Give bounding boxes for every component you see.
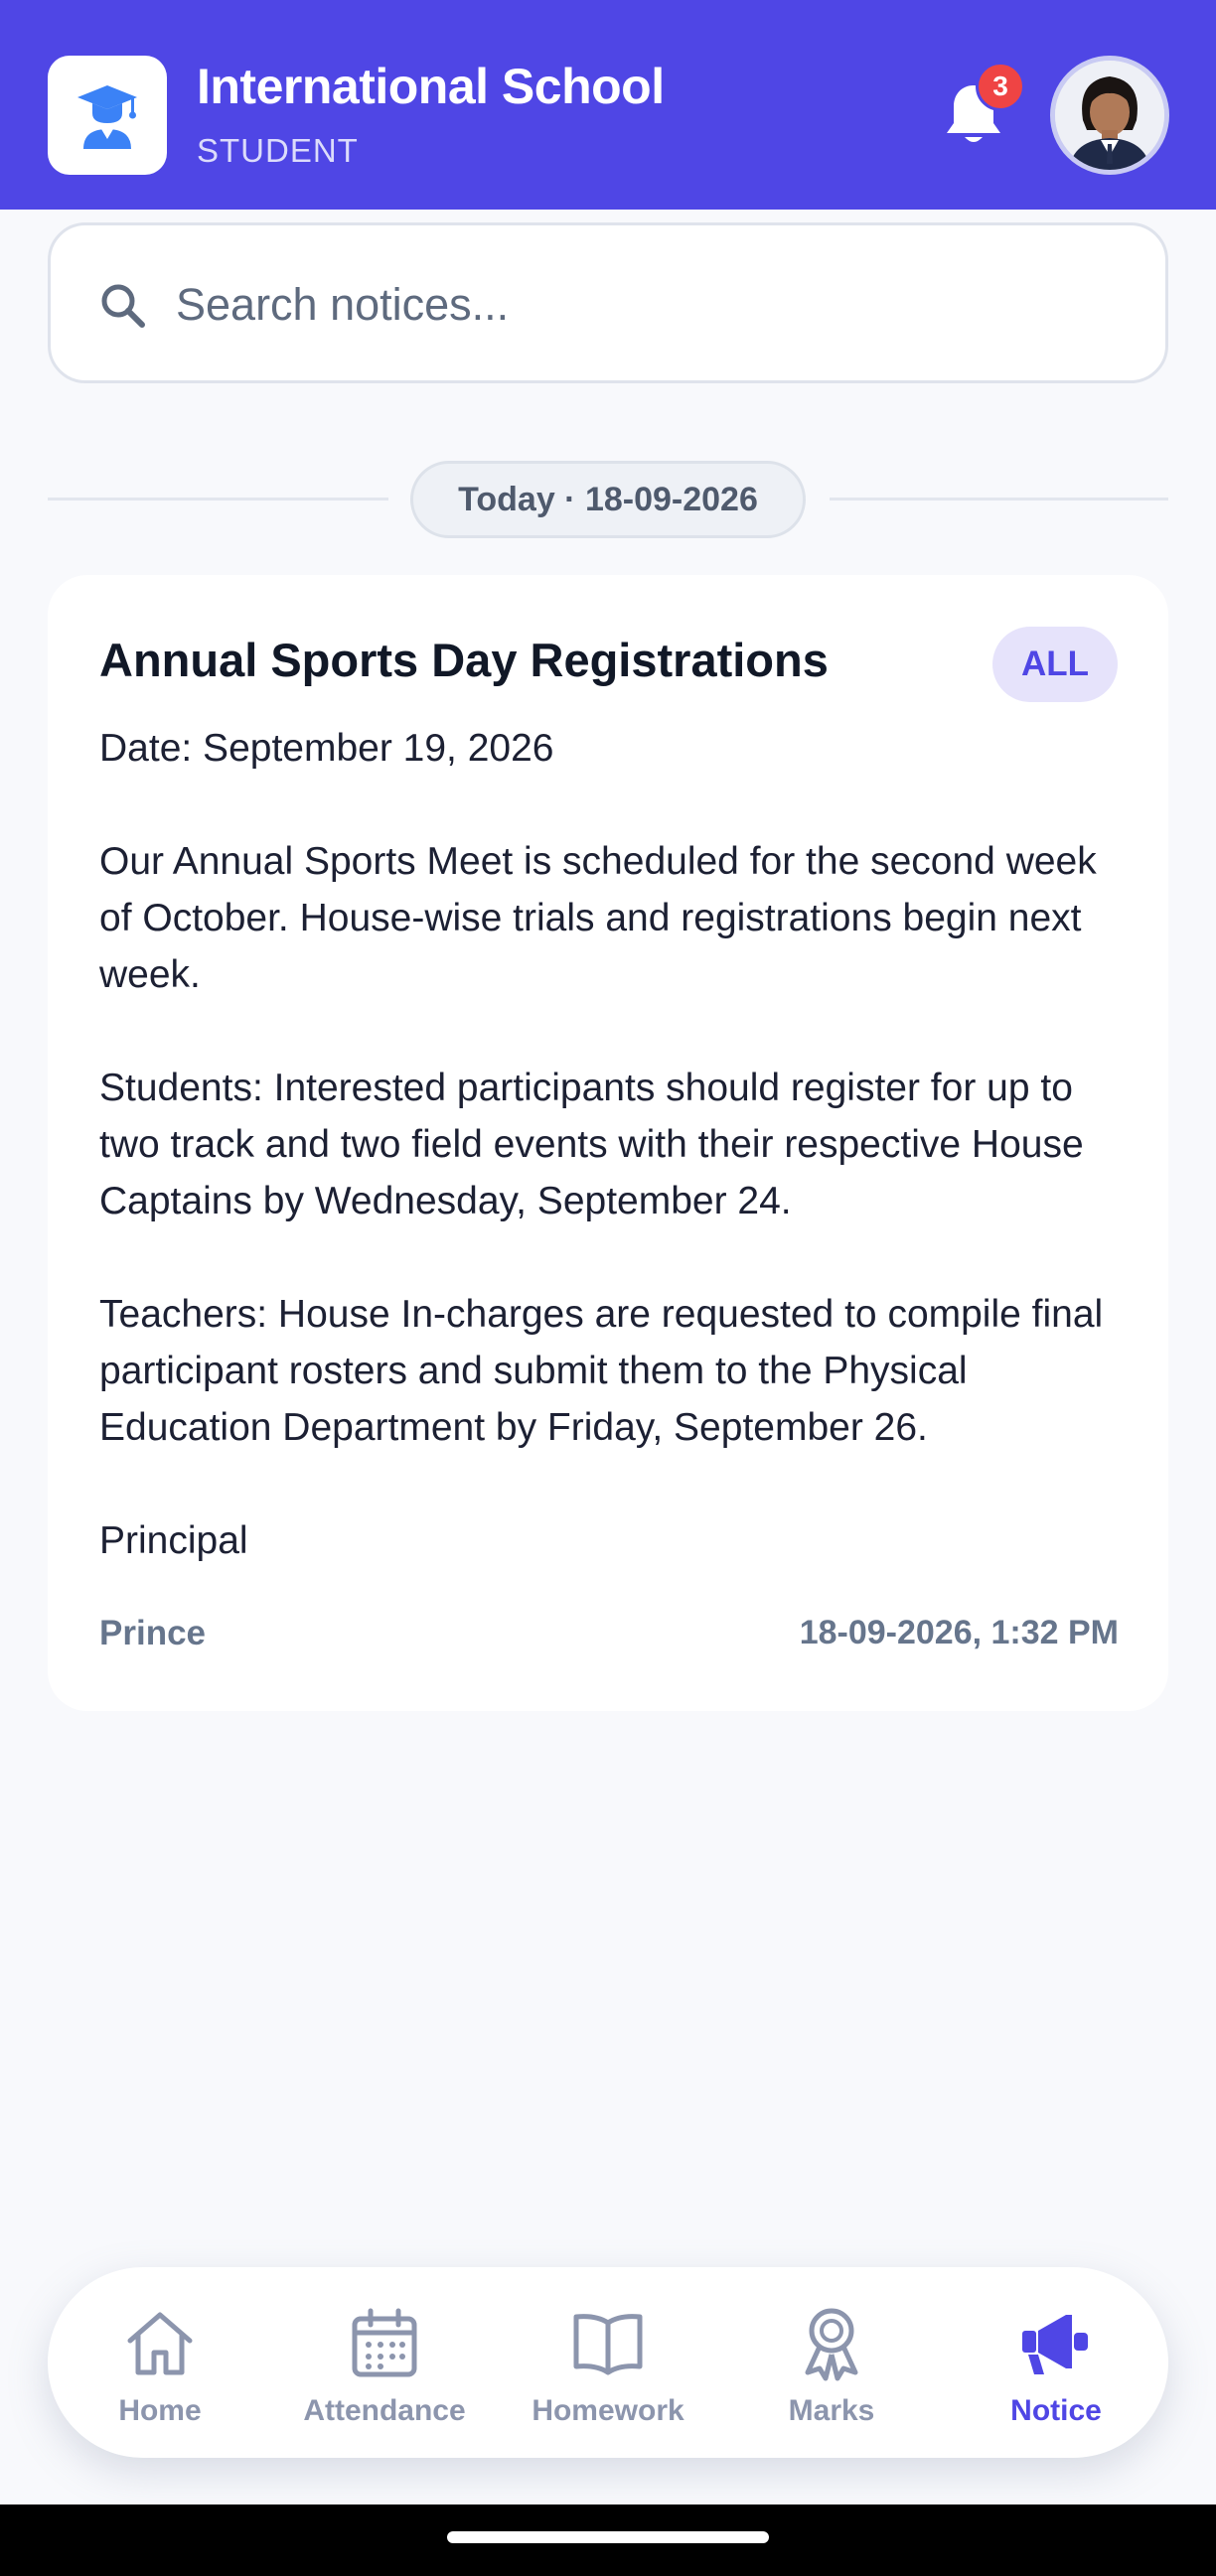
- notice-author: Prince: [99, 1614, 206, 1652]
- app-header: [0, 0, 1216, 210]
- nav-label: Attendance: [303, 2394, 466, 2427]
- nav-item-homework[interactable]: [504, 2267, 712, 2458]
- school-logo: [48, 56, 167, 175]
- award-icon: [792, 2303, 871, 2382]
- divider-right: [830, 498, 1168, 501]
- book-icon: [568, 2303, 648, 2382]
- search-bar[interactable]: [48, 222, 1168, 383]
- notice-signature: Principal: [99, 1519, 248, 1562]
- notification-badge[interactable]: 3: [976, 62, 1025, 111]
- divider-left: [48, 498, 388, 501]
- user-photo: [1055, 61, 1164, 170]
- nav-label: Home: [118, 2394, 202, 2427]
- nav-label: Homework: [532, 2394, 684, 2427]
- calendar-icon: [345, 2303, 424, 2382]
- nav-item-notice[interactable]: [952, 2267, 1160, 2458]
- school-name: International School: [197, 59, 665, 114]
- megaphone-icon: [1016, 2303, 1096, 2382]
- nav-label: Notice: [1010, 2394, 1102, 2427]
- notice-body: [99, 720, 1133, 1569]
- audience-badge: ALL: [992, 627, 1118, 702]
- home-icon: [120, 2303, 200, 2382]
- notice-paragraph: Teachers: House In-charges are requested to compile final participant rosters and submit them to the Physical Education Department by Friday, September 26.: [99, 1293, 1104, 1449]
- notice-title: Annual Sports Day Registrations: [99, 634, 829, 686]
- nav-item-attendance[interactable]: [280, 2267, 489, 2458]
- nav-item-marks[interactable]: [727, 2267, 936, 2458]
- graduate-icon: [72, 79, 143, 151]
- search-icon: [98, 281, 146, 329]
- notice-card[interactable]: [48, 575, 1168, 1711]
- notice-paragraph: Our Annual Sports Meet is scheduled for the second week of October. House-wise trials and registrations begin next week.: [99, 840, 1097, 996]
- search-input[interactable]: [176, 265, 1130, 345]
- notice-paragraph: Date: September 19, 2026: [99, 727, 554, 770]
- nav-item-home[interactable]: [56, 2267, 264, 2458]
- date-group-label: Today · 18-09-2026: [410, 461, 806, 538]
- notice-timestamp: 18-09-2026, 1:32 PM: [799, 1614, 1119, 1651]
- avatar[interactable]: [1050, 56, 1169, 175]
- home-indicator[interactable]: [447, 2531, 769, 2543]
- nav-label: Marks: [788, 2394, 875, 2427]
- bottom-nav: [48, 2267, 1168, 2458]
- system-nav-bar: [0, 2504, 1216, 2576]
- notice-paragraph: Students: Interested participants should register for up to two track and two field events with their respective House Captains by Wednesday, September 24.: [99, 1067, 1084, 1222]
- user-role: STUDENT: [197, 132, 359, 169]
